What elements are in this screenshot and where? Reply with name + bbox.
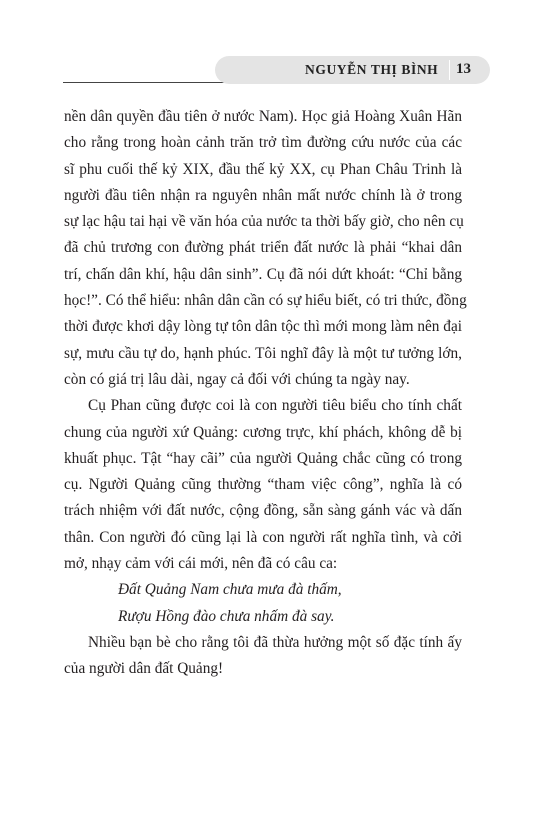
text-line: người đầu tiên nhận ra nguyên nhân mất nước chính là ở trong bbox=[64, 186, 462, 204]
paragraph-first-line: Nhiều bạn bè cho rằng tôi đã thừa hưởng một số đặc tính ấy bbox=[88, 633, 462, 651]
text-line: sĩ phu cuối thế kỷ XIX, đầu thế kỷ XX, cụ Phan Châu Trinh là bbox=[64, 160, 462, 178]
text-line: đã chủ trương con đường phát triển đất nước là phải “khai dân bbox=[64, 239, 462, 257]
text-line: thân. Con người đó cũng lại là con người rất nghĩa tình, và cởi bbox=[64, 528, 462, 546]
text-line: còn có giá trị lâu dài, ngay cả đối với chúng ta ngày nay. bbox=[64, 370, 410, 388]
text-line: trách nhiệm với đất nước, cộng đồng, sẵn sàng gánh vác và dấn bbox=[64, 502, 462, 520]
running-header-author: NGUYỄN THỊ BÌNH bbox=[305, 62, 439, 77]
text-line: sự, mưu cầu tự do, hạnh phúc. Tôi nghĩ đây là một tư tưởng lớn, bbox=[64, 344, 462, 362]
poem-line: Đất Quảng Nam chưa mưa đà thấm, bbox=[118, 581, 342, 599]
paragraph-first-line: Cụ Phan cũng được coi là con người tiêu biểu cho tính chất bbox=[88, 397, 462, 415]
text-line: học!”. Có thể hiểu: nhân dân cần có sự hiểu biết, có tri thức, đồng bbox=[64, 292, 467, 310]
text-line: của người dân đất Quảng! bbox=[64, 660, 224, 678]
text-line: mở, nhạy cảm với cái mới, nên đã có câu ca: bbox=[64, 555, 338, 573]
body-text bbox=[64, 104, 467, 683]
text-line: chung của người xứ Quảng: cương trực, khí phách, không dễ bị bbox=[64, 423, 462, 441]
text-line: khuất phục. Tật “hay cãi” của người Quảng chắc cũng có trong bbox=[64, 449, 462, 467]
text-line: trí, chấn dân khí, hậu dân sinh”. Cụ đã nói dứt khoát: “Chỉ bằng bbox=[64, 265, 462, 283]
text-line: nền dân quyền đầu tiên ở nước Nam). Học giả Hoàng Xuân Hãn bbox=[64, 108, 462, 125]
text-line: cho rằng trong hoàn cảnh trăn trở tìm đường cứu nước của các bbox=[64, 134, 462, 152]
text-line: thời được khơi dậy lòng tự tôn dân tộc thì mới mong làm nên đại bbox=[64, 318, 462, 336]
text-line: cụ. Người Quảng cũng thường “tham việc công”, nghĩa là có bbox=[64, 476, 462, 494]
text-line: sự lạc hậu tai hại về văn hóa của nước ta thời bấy giờ, cho nên cụ bbox=[64, 213, 464, 231]
header-separator bbox=[449, 60, 450, 80]
page-number: 13 bbox=[456, 61, 471, 77]
poem-line: Rượu Hồng đào chưa nhấm đà say. bbox=[118, 607, 335, 625]
